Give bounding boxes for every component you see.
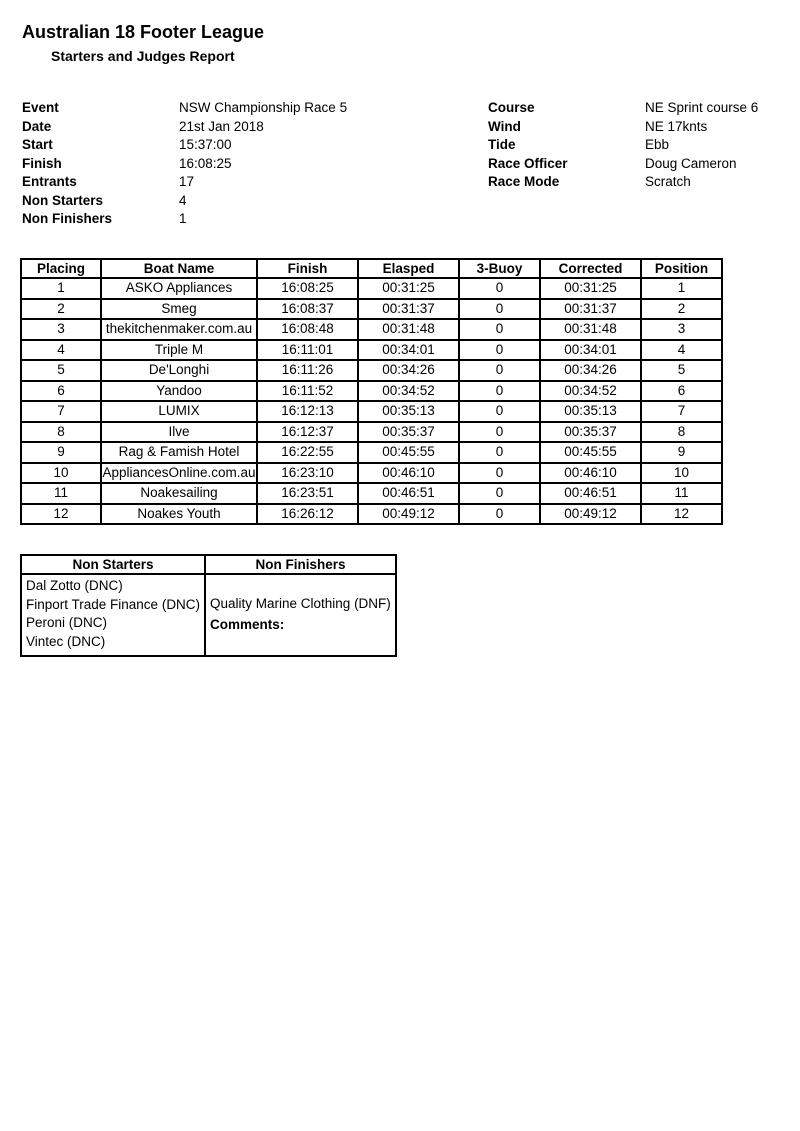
cell-boat-name: LUMIX bbox=[101, 401, 257, 422]
cell-boat-name: Noakesailing bbox=[101, 483, 257, 504]
cell-position: 3 bbox=[641, 319, 722, 340]
cell-boat-name: Yandoo bbox=[101, 381, 257, 402]
cell-finish: 16:12:37 bbox=[257, 422, 358, 443]
cell-elapsed: 00:34:52 bbox=[358, 381, 459, 402]
info-label: Non Finishers bbox=[22, 211, 113, 226]
column-header-finish: Finish bbox=[257, 259, 358, 278]
non-finishers-header: Non Finishers bbox=[205, 555, 396, 574]
cell-corrected: 00:45:55 bbox=[540, 442, 641, 463]
race-info-right bbox=[488, 99, 758, 192]
results-table bbox=[20, 258, 723, 525]
cell-placing: 4 bbox=[21, 340, 101, 361]
report-subtitle: Starters and Judges Report bbox=[51, 48, 235, 64]
non-finishers-cell bbox=[205, 574, 396, 656]
cell-corrected: 00:34:01 bbox=[540, 340, 641, 361]
info-label: Event bbox=[22, 100, 59, 115]
info-row-start bbox=[22, 136, 347, 155]
info-value: NE Sprint course 6 bbox=[645, 100, 759, 115]
cell-placing: 6 bbox=[21, 381, 101, 402]
cell-elapsed: 00:34:26 bbox=[358, 360, 459, 381]
info-label: Non Starters bbox=[22, 192, 104, 208]
cell-boat-name: Ilve bbox=[101, 422, 257, 443]
cell-position: 8 bbox=[641, 422, 722, 443]
cell-finish: 16:11:26 bbox=[257, 360, 358, 381]
column-header-corrected: Corrected bbox=[540, 259, 641, 278]
info-row-non-starters bbox=[22, 192, 347, 211]
cell-elapsed: 00:46:51 bbox=[358, 483, 459, 504]
cell-boat-name: thekitchenmaker.com.au bbox=[101, 319, 257, 340]
cell-3-buoy: 0 bbox=[459, 463, 540, 484]
cell-elapsed: 00:46:10 bbox=[358, 463, 459, 484]
info-value: 16:08:25 bbox=[179, 155, 232, 171]
cell-finish: 16:08:48 bbox=[257, 319, 358, 340]
info-value: NE 17knts bbox=[645, 118, 708, 134]
cell-elapsed: 00:49:12 bbox=[358, 504, 459, 525]
table-row bbox=[21, 401, 722, 422]
info-row-event bbox=[22, 99, 347, 118]
cell-position: 6 bbox=[641, 381, 722, 402]
cell-elapsed: 00:35:13 bbox=[358, 401, 459, 422]
cell-corrected: 00:31:37 bbox=[540, 299, 641, 320]
info-value: NSW Championship Race 5 bbox=[179, 100, 348, 115]
report-title: Australian 18 Footer League bbox=[22, 22, 265, 42]
cell-boat-name: Noakes Youth bbox=[101, 504, 257, 525]
cell-finish: 16:11:52 bbox=[257, 381, 358, 402]
table-row bbox=[21, 278, 722, 299]
cell-placing: 1 bbox=[21, 278, 101, 299]
race-info-left bbox=[22, 99, 347, 229]
info-label: Race Officer bbox=[488, 155, 568, 171]
column-header-position: Position bbox=[641, 259, 722, 278]
cell-finish: 16:11:01 bbox=[257, 340, 358, 361]
cell-placing: 8 bbox=[21, 422, 101, 443]
non-starters-header: Non Starters bbox=[21, 555, 205, 574]
info-label: Race Mode bbox=[488, 174, 560, 189]
cell-3-buoy: 0 bbox=[459, 299, 540, 320]
info-label: Start bbox=[22, 137, 53, 152]
table-row bbox=[21, 463, 722, 484]
cell-corrected: 00:35:37 bbox=[540, 422, 641, 443]
table-row bbox=[21, 340, 722, 361]
comments-label: Comments: bbox=[210, 616, 285, 632]
cell-position: 10 bbox=[641, 463, 722, 484]
cell-finish: 16:22:55 bbox=[257, 442, 358, 463]
table-row bbox=[21, 299, 722, 320]
cell-placing: 12 bbox=[21, 504, 101, 525]
non-starters-cell bbox=[21, 574, 205, 656]
non-starter-item: Finport Trade Finance (DNC) bbox=[26, 596, 201, 612]
info-row-race-mode bbox=[488, 173, 758, 192]
table-row bbox=[21, 381, 722, 402]
cell-3-buoy: 0 bbox=[459, 360, 540, 381]
cell-elapsed: 00:35:37 bbox=[358, 422, 459, 443]
column-header-3-buoy: 3-Buoy bbox=[459, 259, 540, 278]
info-row-finish bbox=[22, 155, 347, 174]
cell-position: 12 bbox=[641, 504, 722, 525]
info-label: Entrants bbox=[22, 174, 77, 189]
cell-position: 5 bbox=[641, 360, 722, 381]
cell-finish: 16:08:37 bbox=[257, 299, 358, 320]
cell-finish: 16:08:25 bbox=[257, 278, 358, 299]
cell-finish: 16:12:13 bbox=[257, 401, 358, 422]
info-label: Tide bbox=[488, 137, 516, 152]
cell-3-buoy: 0 bbox=[459, 278, 540, 299]
info-row-course bbox=[488, 99, 758, 118]
table-row bbox=[21, 422, 722, 443]
cell-finish: 16:23:10 bbox=[257, 463, 358, 484]
cell-elapsed: 00:45:55 bbox=[358, 442, 459, 463]
cell-3-buoy: 0 bbox=[459, 422, 540, 443]
info-value: 15:37:00 bbox=[179, 137, 232, 152]
cell-3-buoy: 0 bbox=[459, 340, 540, 361]
cell-position: 9 bbox=[641, 442, 722, 463]
info-value: 21st Jan 2018 bbox=[179, 118, 264, 134]
cell-finish: 16:23:51 bbox=[257, 483, 358, 504]
info-row-tide bbox=[488, 136, 758, 155]
non-finisher-item: Quality Marine Clothing (DNF) bbox=[210, 596, 391, 611]
cell-placing: 2 bbox=[21, 299, 101, 320]
info-row-entrants bbox=[22, 173, 347, 192]
info-value: 4 bbox=[179, 192, 187, 208]
cell-position: 2 bbox=[641, 299, 722, 320]
cell-corrected: 00:49:12 bbox=[540, 504, 641, 525]
cell-position: 1 bbox=[641, 278, 722, 299]
cell-boat-name: Triple M bbox=[101, 340, 257, 361]
info-value: Scratch bbox=[645, 174, 691, 189]
info-label: Wind bbox=[488, 118, 521, 134]
info-label: Date bbox=[22, 118, 52, 134]
info-value: 1 bbox=[179, 211, 187, 226]
cell-corrected: 00:46:10 bbox=[540, 463, 641, 484]
info-value: Doug Cameron bbox=[645, 155, 737, 171]
cell-corrected: 00:46:51 bbox=[540, 483, 641, 504]
cell-3-buoy: 0 bbox=[459, 504, 540, 525]
cell-corrected: 00:34:52 bbox=[540, 381, 641, 402]
non-starter-item: Dal Zotto (DNC) bbox=[26, 578, 123, 593]
extra-content-row bbox=[21, 574, 396, 656]
cell-boat-name: AppliancesOnline.com.au bbox=[101, 463, 257, 484]
cell-3-buoy: 0 bbox=[459, 401, 540, 422]
cell-placing: 9 bbox=[21, 442, 101, 463]
cell-elapsed: 00:34:01 bbox=[358, 340, 459, 361]
table-row bbox=[21, 504, 722, 525]
table-row bbox=[21, 483, 722, 504]
cell-corrected: 00:31:48 bbox=[540, 319, 641, 340]
column-header-placing: Placing bbox=[21, 259, 101, 278]
cell-boat-name: ASKO Appliances bbox=[101, 278, 257, 299]
results-header-row bbox=[21, 259, 722, 278]
info-label: Finish bbox=[22, 155, 62, 171]
info-label: Course bbox=[488, 100, 535, 115]
cell-3-buoy: 0 bbox=[459, 319, 540, 340]
cell-corrected: 00:35:13 bbox=[540, 401, 641, 422]
info-value: 17 bbox=[179, 174, 195, 189]
cell-placing: 10 bbox=[21, 463, 101, 484]
cell-placing: 11 bbox=[21, 483, 101, 504]
cell-3-buoy: 0 bbox=[459, 483, 540, 504]
table-row bbox=[21, 319, 722, 340]
non-starter-item: Peroni (DNC) bbox=[26, 615, 108, 630]
cell-position: 7 bbox=[641, 401, 722, 422]
column-header-boat-name: Boat Name bbox=[101, 259, 257, 278]
table-row bbox=[21, 360, 722, 381]
cell-elapsed: 00:31:48 bbox=[358, 319, 459, 340]
info-row-race-officer bbox=[488, 155, 758, 174]
cell-placing: 7 bbox=[21, 401, 101, 422]
info-row-date bbox=[22, 118, 347, 137]
cell-boat-name: Rag & Famish Hotel bbox=[101, 442, 257, 463]
non-starters-finishers-table bbox=[20, 554, 397, 657]
cell-elapsed: 00:31:25 bbox=[358, 278, 459, 299]
cell-corrected: 00:31:25 bbox=[540, 278, 641, 299]
table-row bbox=[21, 442, 722, 463]
cell-3-buoy: 0 bbox=[459, 381, 540, 402]
cell-corrected: 00:34:26 bbox=[540, 360, 641, 381]
non-starter-item: Vintec (DNC) bbox=[26, 633, 106, 649]
cell-boat-name: Smeg bbox=[101, 299, 257, 320]
cell-3-buoy: 0 bbox=[459, 442, 540, 463]
info-row-non-finishers bbox=[22, 210, 347, 229]
cell-position: 11 bbox=[641, 483, 722, 504]
cell-placing: 3 bbox=[21, 319, 101, 340]
info-value: Ebb bbox=[645, 137, 670, 152]
info-row-wind bbox=[488, 118, 758, 137]
extra-header-row bbox=[21, 555, 396, 574]
cell-boat-name: De'Longhi bbox=[101, 360, 257, 381]
column-header-elapsed: Elasped bbox=[358, 259, 459, 278]
cell-elapsed: 00:31:37 bbox=[358, 299, 459, 320]
cell-finish: 16:26:12 bbox=[257, 504, 358, 525]
cell-position: 4 bbox=[641, 340, 722, 361]
cell-placing: 5 bbox=[21, 360, 101, 381]
